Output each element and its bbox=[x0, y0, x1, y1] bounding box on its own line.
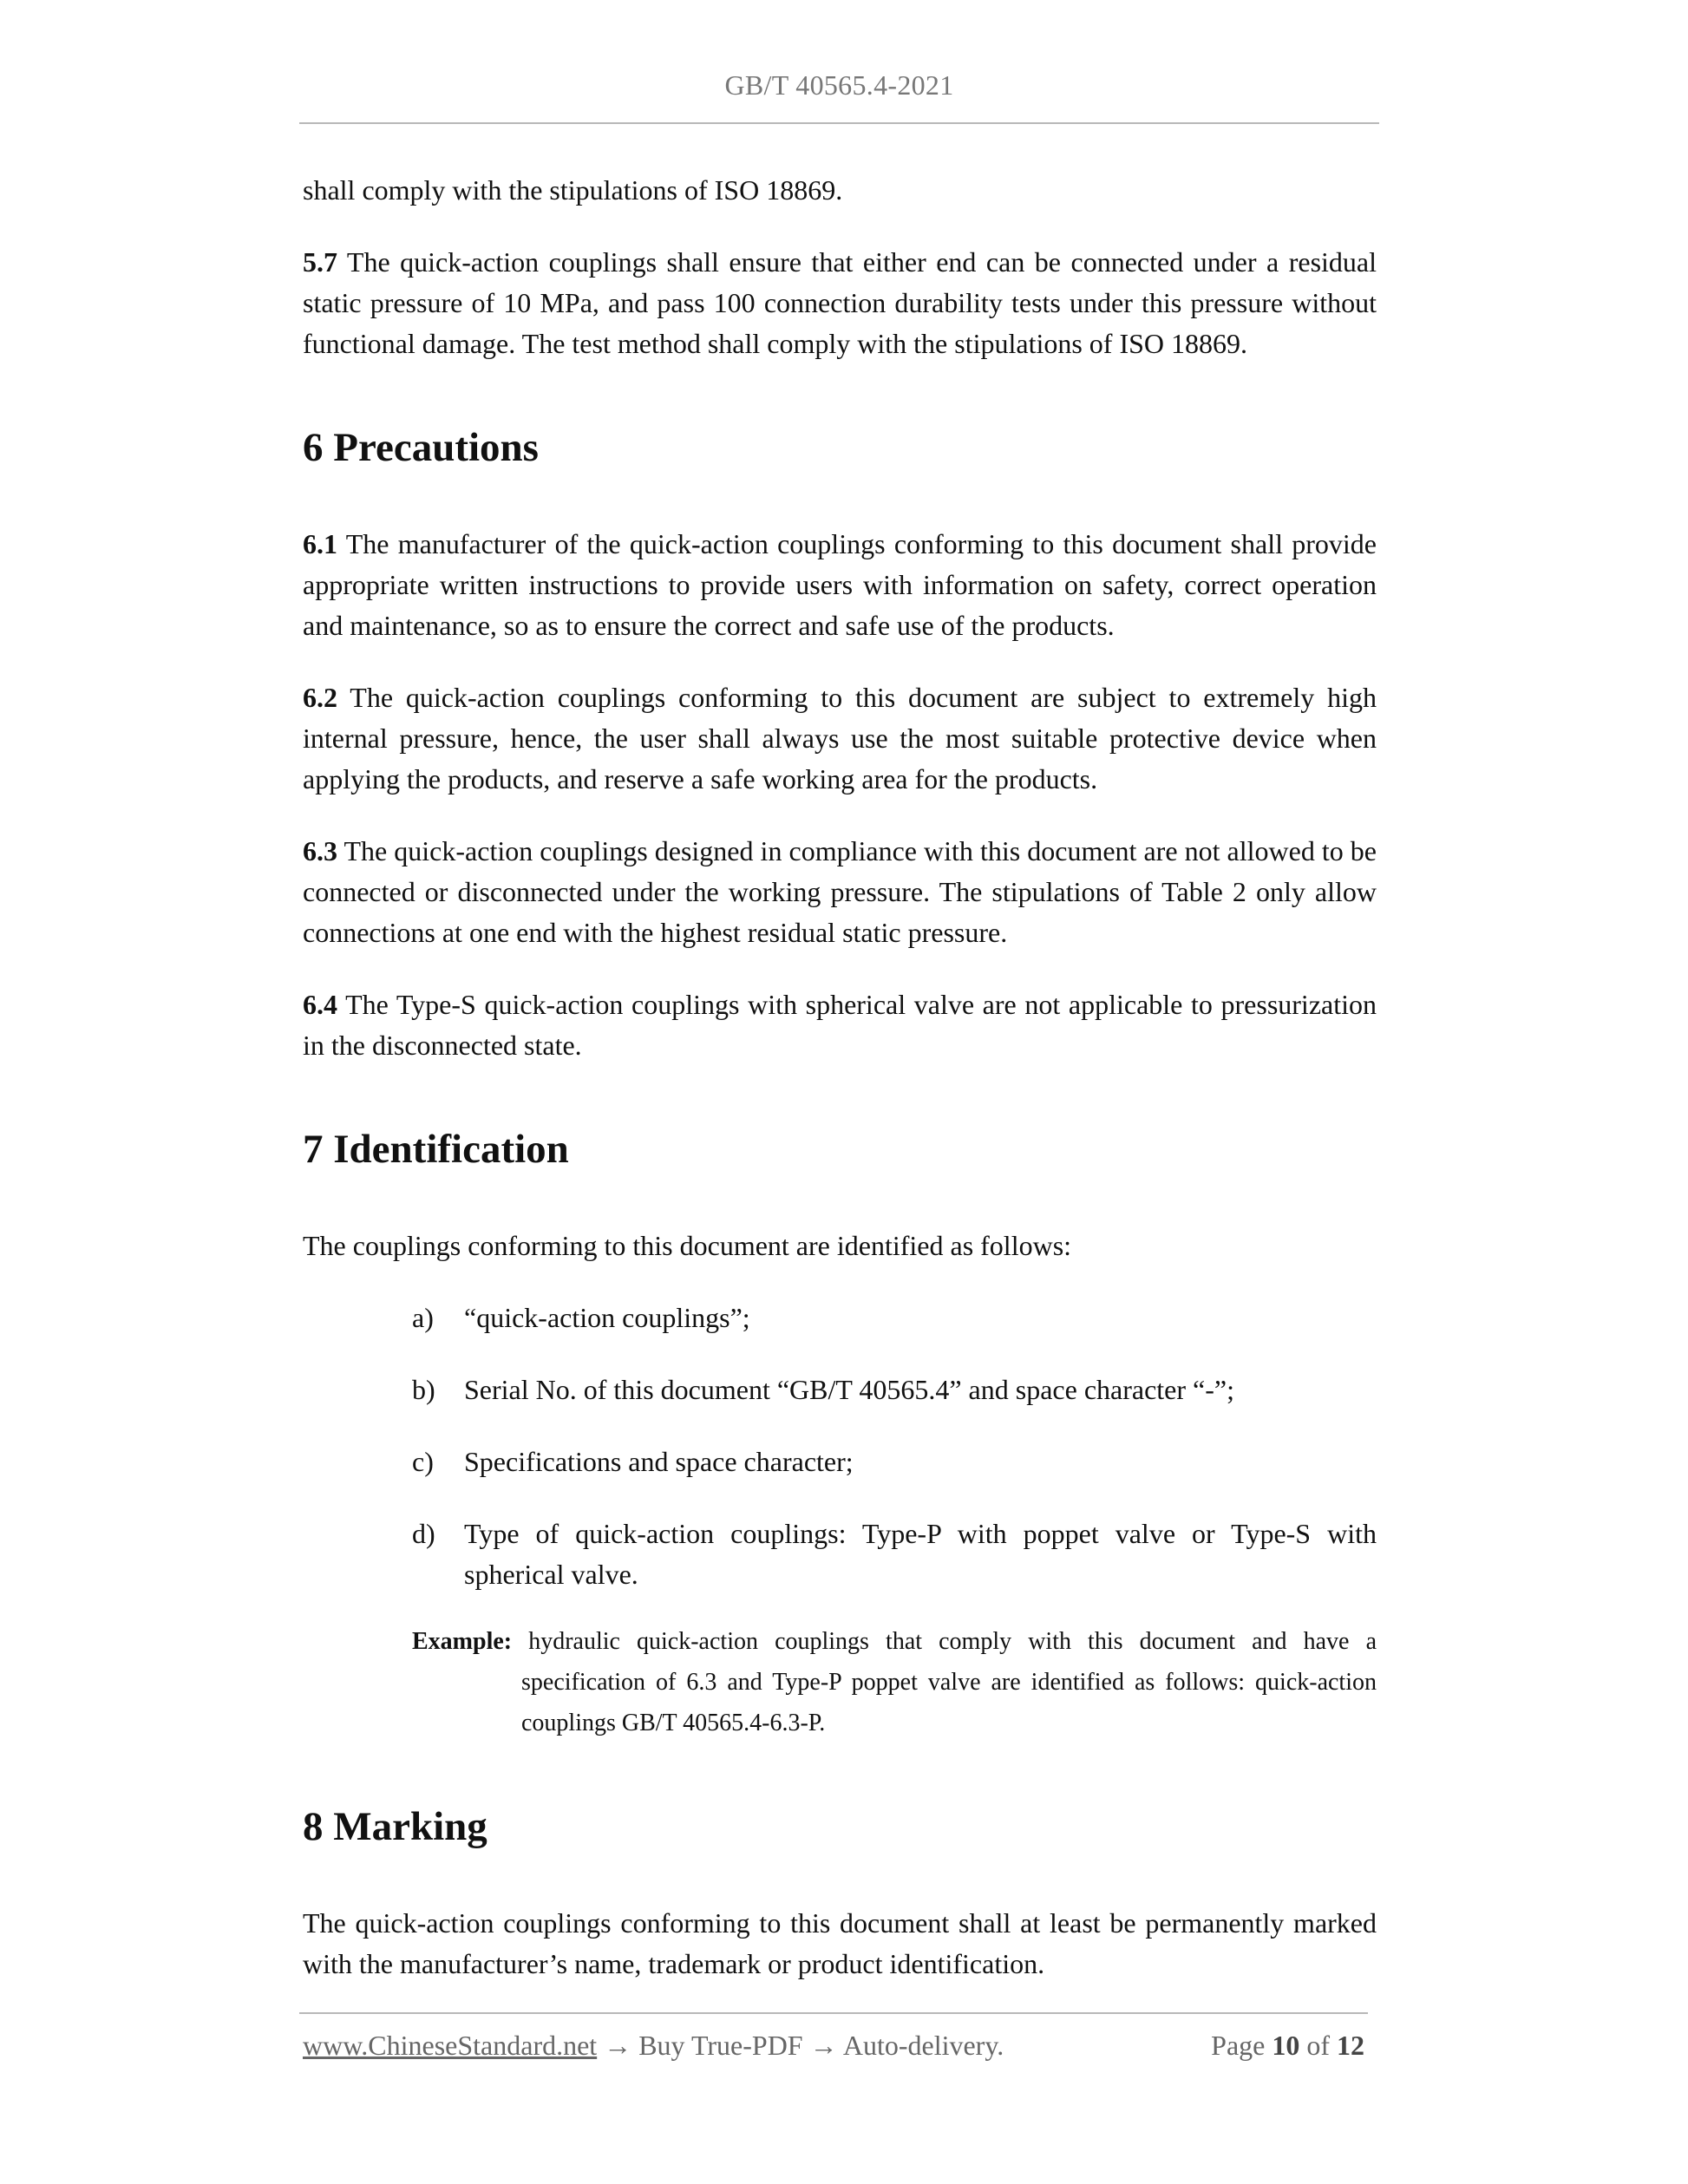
list-marker: a) bbox=[412, 1302, 434, 1333]
list-marker: b) bbox=[412, 1374, 435, 1405]
buy-text: Buy True-PDF bbox=[638, 2030, 803, 2061]
clause-6-1 bbox=[303, 524, 1377, 646]
example-text: hydraulic quick-action couplings that comply with this document and have a specification of 6.3 and Type-P poppet valve are identified as follows: quick-action couplings GB/T 40565.4-6.3-P. bbox=[521, 1628, 1377, 1736]
clause-number: 6.1 bbox=[303, 528, 337, 559]
list-item bbox=[412, 1442, 1377, 1482]
arrow-right-icon: → bbox=[809, 2030, 838, 2061]
arrow-right-icon: → bbox=[604, 2030, 632, 2061]
page-label: Page bbox=[1211, 2030, 1266, 2061]
section-6-heading: 6 Precautions bbox=[303, 425, 539, 470]
page-number bbox=[1211, 2030, 1364, 2062]
clause-5-7 bbox=[303, 242, 1377, 364]
document-body bbox=[303, 170, 1377, 2016]
delivery-text: Auto-delivery. bbox=[842, 2030, 1004, 2061]
list-item bbox=[412, 1514, 1377, 1595]
marking-text: The quick-action couplings conforming to this document shall at least be permanently marked with the manufacturer’s name, trademark or product identification. bbox=[303, 1907, 1377, 1979]
section-8-heading: 8 Marking bbox=[303, 1804, 487, 1849]
list-item bbox=[412, 1370, 1377, 1410]
clause-text: The quick-action couplings designed in compliance with this document are not allowed to be connected or disconnected under the working pressure. The stipulations of Table 2 only allow connections at one end with the highest residual static pressure. bbox=[303, 835, 1377, 948]
list-marker: c) bbox=[412, 1446, 434, 1477]
clause-text: The Type-S quick-action couplings with spherical valve are not applicable to pressurization in the disconnected state. bbox=[303, 989, 1377, 1061]
page-footer bbox=[303, 2030, 1364, 2062]
page-of: of bbox=[1306, 2030, 1330, 2061]
clause-number: 6.3 bbox=[303, 835, 337, 866]
clause-number: 5.7 bbox=[303, 246, 337, 278]
clause-text: The quick-action couplings conforming to this document are subject to extremely high internal pressure, hence, the user shall always use the most suitable protective device when applying the products, and reserve a safe working area for the products. bbox=[303, 682, 1377, 794]
clause-6-4 bbox=[303, 984, 1377, 1066]
list-item-text: Type of quick-action couplings: Type-P with poppet valve or Type-S with spherical valve. bbox=[464, 1518, 1377, 1590]
page-header: GB/T 40565.4-2021 bbox=[724, 69, 954, 101]
clause-number: 6.2 bbox=[303, 682, 337, 713]
footer-promo bbox=[303, 2030, 1004, 2062]
intro-line: shall comply with the stipulations of ISO 18869. bbox=[303, 174, 843, 206]
list-item-text: Specifications and space character; bbox=[464, 1446, 854, 1477]
header-divider bbox=[299, 122, 1379, 124]
identification-intro: The couplings conforming to this document are identified as follows: bbox=[303, 1230, 1072, 1261]
clause-6-2 bbox=[303, 677, 1377, 800]
identification-example bbox=[412, 1621, 1377, 1743]
clause-text: The manufacturer of the quick-action couplings conforming to this document shall provide appropriate written instructions to provide users with information on safety, correct operation and maintenance, so as to ensure the correct and safe use of the products. bbox=[303, 528, 1377, 641]
clause-6-3 bbox=[303, 831, 1377, 953]
clause-text: The quick-action couplings shall ensure that either end can be connected under a residual static pressure of 10 MPa, and pass 100 connection durability tests under this pressure without functional damage. The test method shall comply with the stipulations of ISO 18869. bbox=[303, 246, 1377, 359]
list-item-text: “quick-action couplings”; bbox=[464, 1302, 750, 1333]
footer-divider bbox=[299, 2012, 1368, 2014]
page-total: 12 bbox=[1337, 2030, 1364, 2061]
section-7-heading: 7 Identification bbox=[303, 1127, 569, 1172]
list-item bbox=[412, 1298, 1377, 1338]
example-label: Example: bbox=[412, 1628, 513, 1655]
identification-list bbox=[412, 1298, 1377, 1595]
page-current: 10 bbox=[1272, 2030, 1300, 2061]
website-link[interactable]: www.ChineseStandard.net bbox=[303, 2030, 598, 2061]
list-marker: d) bbox=[412, 1518, 435, 1549]
list-item-text: Serial No. of this document “GB/T 40565.4” and space character “-”; bbox=[464, 1374, 1234, 1405]
clause-number: 6.4 bbox=[303, 989, 337, 1020]
